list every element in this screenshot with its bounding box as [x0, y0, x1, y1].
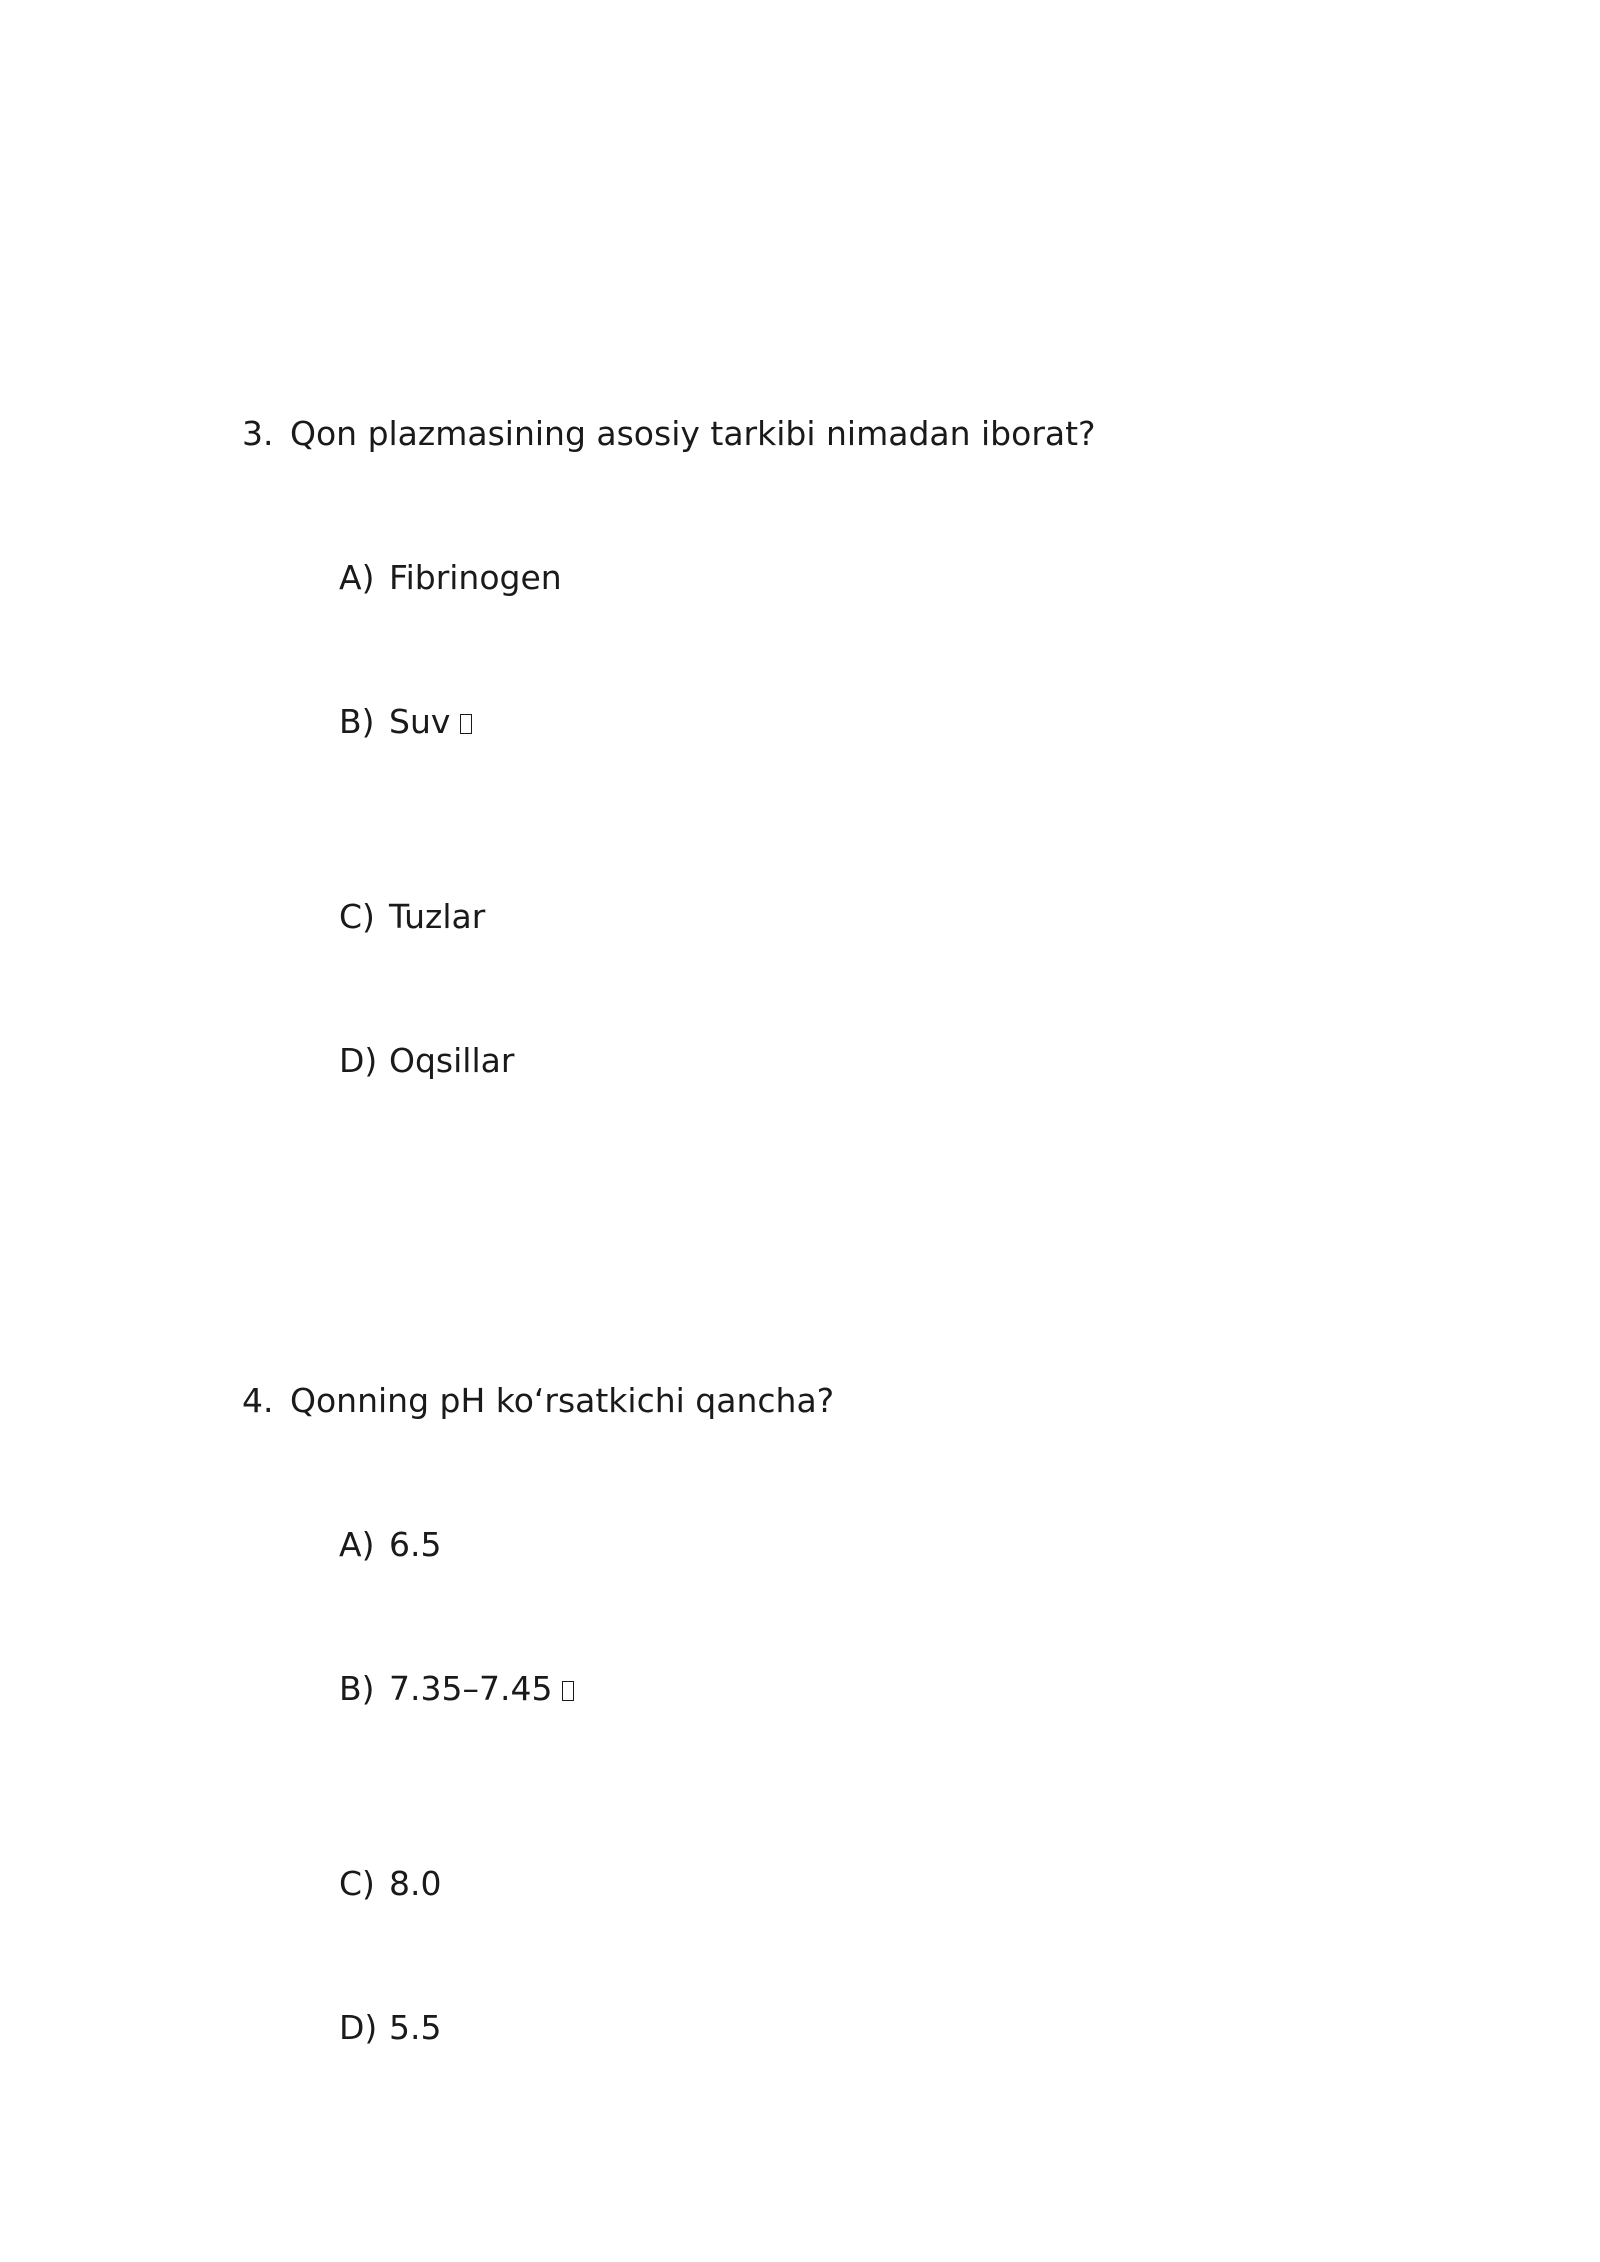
option-text-wrap: [389, 1669, 574, 1709]
option-4c: [339, 1864, 1339, 1904]
option-letter: C): [339, 897, 375, 936]
question-4: [242, 1381, 1442, 1421]
question-text: Qon plazmasining asosiy tarkibi nimadan iborat?: [290, 414, 1096, 453]
option-text-wrap: [389, 702, 472, 742]
option-letter: B): [339, 702, 375, 741]
option-text: 7.35–7.45: [389, 1669, 553, 1708]
option-letter: D): [339, 1041, 378, 1080]
option-text: Suv: [389, 702, 451, 741]
option-letter: A): [339, 1525, 375, 1564]
option-text: Fibrinogen: [389, 558, 562, 597]
option-3d: [339, 1041, 1339, 1081]
option-3c: [339, 897, 1339, 937]
correct-answer-mark-icon: [562, 1681, 574, 1701]
option-text: Tuzlar: [389, 897, 486, 936]
option-text: Oqsillar: [389, 1041, 515, 1080]
option-4b: [339, 1669, 1339, 1709]
option-letter: C): [339, 1864, 375, 1903]
option-letter: A): [339, 558, 375, 597]
option-letter: D): [339, 2008, 378, 2047]
question-3: [242, 414, 1442, 454]
question-number: 3.: [242, 414, 274, 453]
correct-answer-mark-icon: [460, 714, 472, 734]
option-3a: [339, 558, 1339, 598]
option-text: 5.5: [389, 2008, 442, 2047]
option-text: 6.5: [389, 1525, 442, 1564]
question-number: 4.: [242, 1381, 274, 1420]
option-3b: [339, 702, 1339, 742]
option-letter: B): [339, 1669, 375, 1708]
option-4d: [339, 2008, 1339, 2048]
option-text: 8.0: [389, 1864, 442, 1903]
option-4a: [339, 1525, 1339, 1565]
question-text: Qonning pH ko‘rsatkichi qancha?: [290, 1381, 835, 1420]
